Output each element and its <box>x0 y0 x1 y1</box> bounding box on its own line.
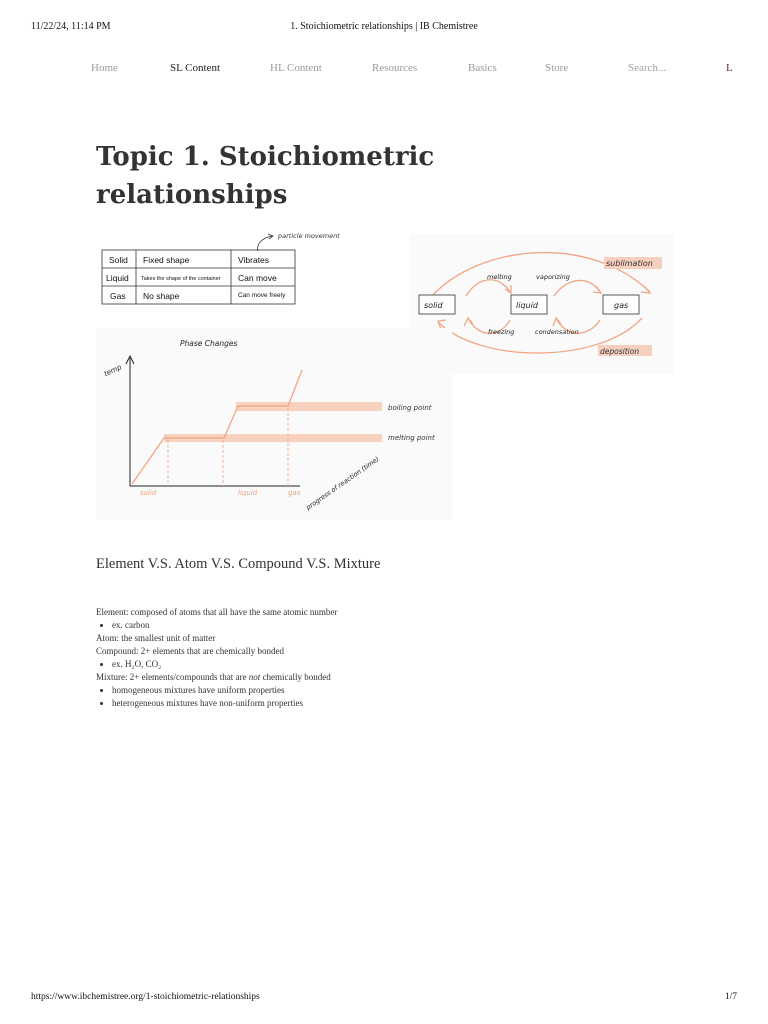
melting-point-label: melting point <box>388 434 435 442</box>
print-datetime: 11/22/24, 11:14 PM <box>31 21 111 32</box>
table-shape-gas: No shape <box>143 291 180 301</box>
mixture-definition <box>96 671 416 684</box>
table-movement-solid: Vibrates <box>238 255 270 265</box>
mixture-prefix: Mixture: 2+ elements/compounds that are <box>96 672 249 682</box>
top-navigation <box>0 62 768 82</box>
table-shape-liquid: Takes the shape of the container <box>141 276 221 282</box>
login-link[interactable]: L <box>726 62 733 74</box>
element-examples <box>96 619 416 632</box>
chart-title: Phase Changes <box>180 339 238 348</box>
nav-hl-content[interactable]: HL Content <box>270 62 322 74</box>
list-item: • homogeneous mixtures have uniform properties <box>112 684 416 697</box>
table-state-gas: Gas <box>110 291 126 301</box>
print-footer <box>31 992 737 1006</box>
condensation-label: condensation <box>535 328 579 336</box>
phase-change-chart <box>96 328 452 520</box>
search-input[interactable]: Search... <box>628 62 667 74</box>
list-item: • ex. carbon <box>112 619 416 632</box>
page-url: https://www.ibchemistree.org/1-stoichiometric-relationships <box>31 992 260 1002</box>
mixture-emphasis: not <box>248 672 261 682</box>
xlabel-gas: gas <box>288 489 301 497</box>
nav-basics[interactable]: Basics <box>468 62 497 74</box>
nav-store[interactable]: Store <box>545 62 569 74</box>
definitions-content <box>96 606 416 710</box>
annotation-particle-movement: particle movement <box>278 232 340 240</box>
xlabel-solid: solid <box>140 489 157 497</box>
chart-xlabel: progress of reaction (time) <box>304 455 381 512</box>
boiling-point-label: boiling point <box>388 404 432 412</box>
mixture-suffix: chemically bonded <box>260 672 331 682</box>
compound-examples <box>96 658 416 671</box>
table-shape-solid: Fixed shape <box>143 255 190 265</box>
table-state-liquid: Liquid <box>106 273 129 283</box>
state-gas-label: gas <box>614 301 629 310</box>
sublimation-label: sublimation <box>606 259 653 268</box>
table-movement-gas: Can move freely <box>238 292 286 299</box>
nav-resources[interactable]: Resources <box>372 62 418 74</box>
deposition-label: deposition <box>600 347 640 356</box>
table-movement-liquid: Can move <box>238 273 277 283</box>
xlabel-liquid: liquid <box>238 489 258 497</box>
mixture-types <box>96 684 416 710</box>
vaporizing-label: vaporizing <box>536 273 570 281</box>
list-item: • heterogeneous mixtures have non-uniform properties <box>112 697 416 710</box>
print-page-title: 1. Stoichiometric relationships | IB Chemistree <box>290 21 478 32</box>
list-item: • ex. H₂O, CO₂ <box>112 658 416 671</box>
freezing-label: freezing <box>488 328 515 336</box>
compound-definition: Compound: 2+ elements that are chemically bonded <box>96 646 285 656</box>
section-heading: Element V.S. Atom V.S. Compound V.S. Mixture <box>96 556 381 572</box>
chart-ylabel: temp <box>102 363 123 379</box>
page-number: 1/7 <box>724 992 737 1002</box>
state-liquid-label: liquid <box>516 301 538 310</box>
state-solid-label: solid <box>424 301 443 310</box>
atom-definition: Atom: the smallest unit of matter <box>96 633 216 643</box>
print-header <box>31 21 737 35</box>
states-table-figure <box>96 226 358 308</box>
nav-sl-content[interactable]: SL Content <box>170 62 221 74</box>
table-state-solid: Solid <box>109 255 128 265</box>
nav-home[interactable]: Home <box>91 62 118 74</box>
element-definition: Element: composed of atoms that all have the same atomic number <box>96 607 338 617</box>
page-title: Topic 1. Stoichiometric relationships <box>96 142 435 210</box>
melting-label: melting <box>487 273 512 281</box>
